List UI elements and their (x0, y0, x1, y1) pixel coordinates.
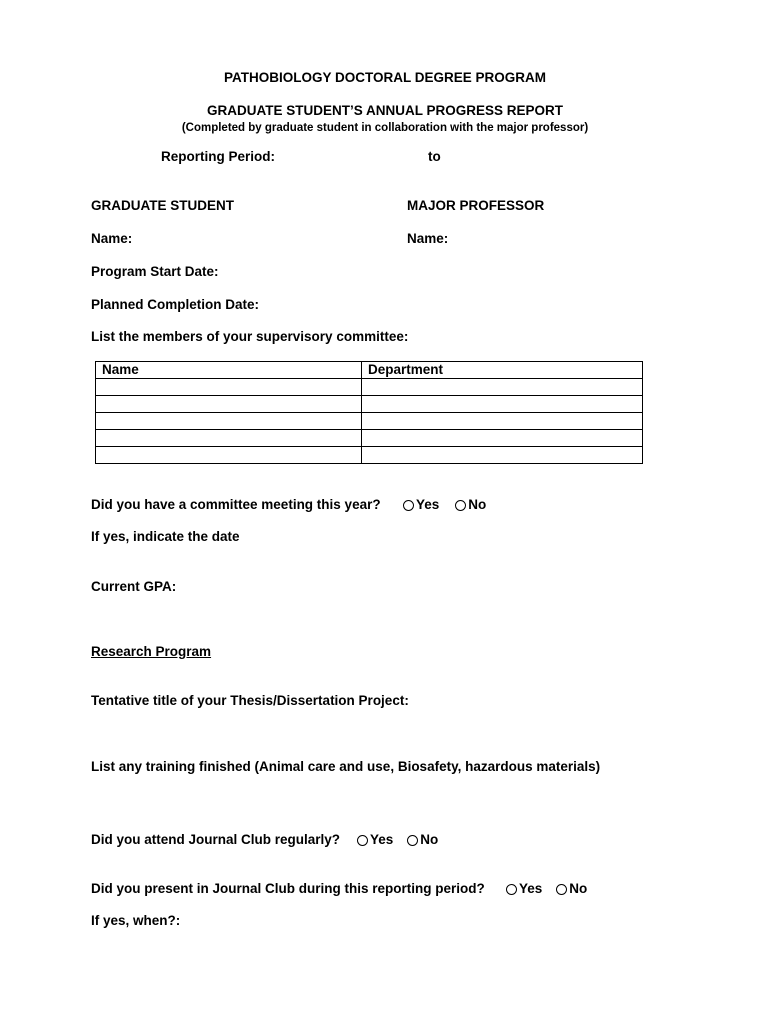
journal-club-attend-yes-label: Yes (370, 832, 394, 847)
committee-meeting-question: Did you have a committee meeting this year? (91, 497, 381, 512)
journal-club-attend-no-label: No (420, 832, 439, 847)
table-row (96, 379, 643, 396)
journal-club-present-question: Did you present in Journal Club during this reporting period? (91, 881, 485, 896)
professor-name-label: Name: (407, 231, 449, 246)
committee-header-row (96, 362, 643, 379)
table-row (96, 413, 643, 430)
radio-circle-icon[interactable] (357, 835, 368, 846)
current-gpa-label: Current GPA: (91, 579, 177, 594)
journal-club-present-yes-option[interactable] (506, 881, 542, 897)
training-label: List any training finished (Animal care and use, Biosafety, hazardous materials) (91, 759, 601, 774)
radio-circle-icon[interactable] (407, 835, 418, 846)
table-row (96, 430, 643, 447)
major-professor-heading: MAJOR PROFESSOR (407, 198, 545, 213)
journal-club-attend-question: Did you attend Journal Club regularly? (91, 832, 341, 847)
committee-name-cell[interactable] (96, 447, 362, 464)
committee-name-cell[interactable] (96, 379, 362, 396)
journal-club-attend-yes-option[interactable] (357, 832, 393, 848)
journal-club-attend-no-option[interactable] (407, 832, 438, 848)
radio-circle-icon[interactable] (506, 884, 517, 895)
journal-club-present-no-label: No (569, 881, 588, 896)
table-row (96, 447, 643, 464)
committee-name-cell[interactable] (96, 413, 362, 430)
radio-circle-icon[interactable] (403, 500, 414, 511)
journal-club-present-radio-group (506, 881, 587, 897)
presentation-when-label: If yes, when?: (91, 913, 181, 928)
committee-meeting-yes-option[interactable] (403, 497, 439, 513)
committee-department-cell[interactable] (362, 413, 643, 430)
program-title: PATHOBIOLOGY DOCTORAL DEGREE PROGRAM (223, 70, 547, 85)
program-start-date-label: Program Start Date: (91, 264, 219, 279)
committee-department-cell[interactable] (362, 396, 643, 413)
committee-prompt: List the members of your supervisory committee: (91, 329, 409, 344)
journal-club-attend-radio-group (357, 832, 438, 848)
meeting-date-label: If yes, indicate the date (91, 529, 240, 544)
research-program-heading: Research Program (91, 644, 212, 659)
report-subtitle: (Completed by graduate student in collaboration with the major professor) (181, 122, 589, 134)
graduate-student-heading: GRADUATE STUDENT (91, 198, 234, 213)
planned-completion-date-label: Planned Completion Date: (91, 297, 260, 312)
thesis-title-label: Tentative title of your Thesis/Dissertation Project: (91, 693, 409, 708)
committee-department-cell[interactable] (362, 447, 643, 464)
report-title: GRADUATE STUDENT’S ANNUAL PROGRESS REPORT (206, 103, 564, 118)
committee-department-cell[interactable] (362, 379, 643, 396)
committee-meeting-radio-group (403, 497, 486, 513)
student-name-label: Name: (91, 231, 133, 246)
journal-club-present-yes-label: Yes (519, 881, 543, 896)
radio-circle-icon[interactable] (556, 884, 567, 895)
committee-department-cell[interactable] (362, 430, 643, 447)
table-row (96, 396, 643, 413)
reporting-period-to: to (428, 149, 441, 164)
committee-meeting-no-label: No (468, 497, 487, 512)
committee-name-header: Name (96, 362, 362, 379)
committee-department-header: Department (362, 362, 643, 379)
committee-table (95, 361, 643, 464)
radio-circle-icon[interactable] (455, 500, 466, 511)
committee-name-cell[interactable] (96, 430, 362, 447)
committee-meeting-yes-label: Yes (416, 497, 440, 512)
committee-meeting-no-option[interactable] (455, 497, 486, 513)
reporting-period-label: Reporting Period: (161, 149, 275, 164)
committee-name-cell[interactable] (96, 396, 362, 413)
journal-club-present-no-option[interactable] (556, 881, 587, 897)
